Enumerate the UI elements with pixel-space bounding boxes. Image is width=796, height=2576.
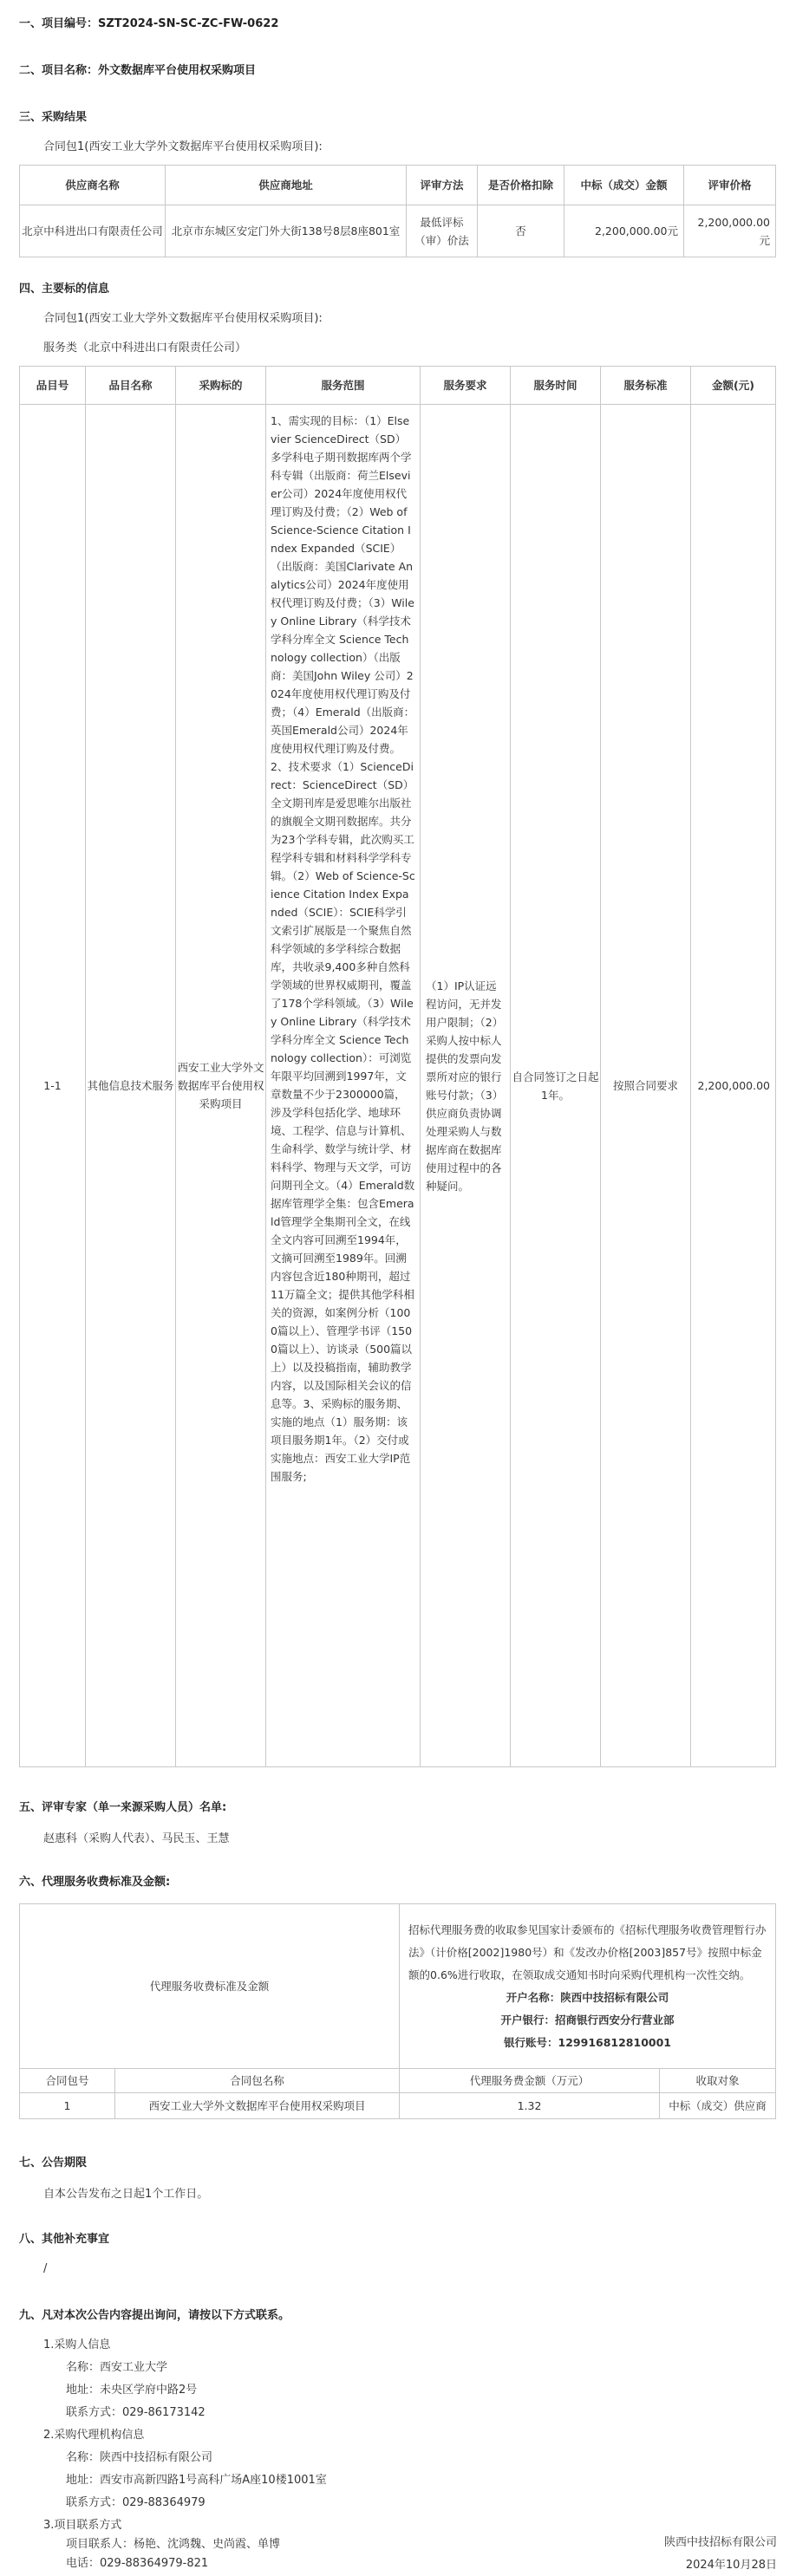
target-item-name: 其他信息技术服务 (86, 405, 176, 1767)
result-address: 北京市东城区安定门外大街138号8层8座801室 (166, 205, 407, 257)
table-row (20, 205, 776, 257)
result-amount: 2,200,000.00元 (564, 205, 684, 257)
fee-name: 西安工业大学外文数据库平台使用权采购项目 (115, 2093, 400, 2119)
target-scope: 1、需实现的目标：（1）Elsevier ScienceDirect（SD）多学科电子期刊数据库两个学科专辑（出版商：荷兰Elsevier公司）2024年度使用权代理订购及付费；（2）Web of Science-Science Citation Index Expanded（SCIE）（出版商：美国Clarivate Analytics公司）2024年度使用权代理订购及付费；（3）Wiley Online Library（科学技术学科分库全文 Science Technology collection）（出版商：美国John Wiley 公司）2024年度使用权代理订购及付费；（4）Emerald（出版商：英国Emerald公司）2024年度使用权代理订购及付费。2、技术要求（1）ScienceDirect：ScienceDirect（SD）全文期刊库是爱思唯尔出版社的旗舰全文期刊数据库。共分为23个学科专辑，此次购买工程学科专辑和材料科学学科专辑。（2）Web of Science-Science Citation Index Expanded（SCIE）：SCIE科学引文索引扩展版是一个聚焦自然科学领域的多学科综合数据库，共收录9,400多种自然科学领域的世界权威期刊，覆盖了178个学科领域。（3）Wiley Online Library（科学技术学科分库全文 Science Technology collection）：可浏览年限平均回溯到1997年，文章数量不少于2300000篇，涉及学科包括化学、地球环境、工程学、信息与计算机、生命科学、数学与统计学、材料科学、物理与天文学，可访问期刊全文。（4）Emerald数据库管理学全集：包含Emerald管理学全集期刊全文，在线全文内容可回溯至1994年，文摘可回溯至1989年。回溯内容包含近180种期刊，超过11万篇全文；提供其他学科相关的资源，如案例分析（1000篇以上）、管理学书评（1500篇以上）、访谈录（500篇以上）以及投稿指南，辅助教学内容，以及国际相关会议的信息等。3、采购标的服务期、实施的地点（1）服务期：该项目服务期1年。（2）交付或实施地点：西安工业大学IP范围服务; (266, 405, 421, 1767)
fee-col-amount: 代理服务费金额（万元） (400, 2069, 660, 2093)
project-contact-people: 项目联系人：杨艳、沈鸿魏、史尚霞、单博 (66, 2538, 281, 2551)
target-target: 西安工业大学外文数据库平台使用权采购项目 (176, 405, 266, 1767)
target-table-header (20, 367, 776, 405)
target-item-no: 1-1 (20, 405, 86, 1767)
section-procurement-result-title: 三、采购结果 (19, 111, 88, 124)
target-requirement: （1）IP认证远程访问，无并发用户限制；（2）采购人按中标人提供的发票向发票所对应的银行账号付款；（3）供应商负责协调处理采购人与数据库商在数据库使用过程中的各种疑问。 (421, 405, 511, 1767)
target-col-requirement: 服务要求 (421, 367, 511, 405)
purchaser-name: 名称：西安工业大学 (66, 2361, 168, 2374)
fee-no: 1 (20, 2093, 115, 2119)
agency-fee-table (19, 1903, 776, 2119)
section-notice-period-title: 七、公告期限 (19, 2156, 88, 2169)
project-number-value: SZT2024-SN-SC-ZC-FW-0622 (98, 17, 279, 30)
section-contact-title: 九、凡对本次公告内容提出询问，请按以下方式联系。 (19, 2309, 290, 2322)
agency-fee-header (20, 2069, 776, 2093)
result-col-amount: 中标（成交）金额 (564, 166, 684, 205)
fee-col-name: 合同包名称 (115, 2069, 400, 2093)
target-package-label: 合同包1(西安工业大学外文数据库平台使用权采购项目): (43, 312, 323, 325)
result-col-deduction: 是否价格扣除 (478, 166, 564, 205)
result-col-supplier: 供应商名称 (20, 166, 166, 205)
result-col-address: 供应商地址 (166, 166, 407, 205)
fee-col-no: 合同包号 (20, 2069, 115, 2093)
section-experts-title: 五、评审专家（单一来源采购人员）名单: (19, 1801, 227, 1814)
project-number (19, 14, 278, 30)
result-table (19, 165, 776, 257)
footer-org: 陕西中技招标有限公司 (663, 2536, 777, 2549)
target-col-standard: 服务标准 (601, 367, 691, 405)
target-col-item-name: 品目名称 (86, 367, 176, 405)
agency-fee-text: 招标代理服务费的收取参见国家计委颁布的《招标代理服务收费管理暂行办法》（计价格[2002]1980号）和《发改办价格[2003]857号》按照中标金额的0.6%进行收取，在领取成交通知书时向采购代理机构一次性交纳。 (408, 1922, 767, 1981)
result-package-label: 合同包1(西安工业大学外文数据库平台使用权采购项目): (43, 140, 323, 153)
fee-col-target: 收取对象 (660, 2069, 776, 2093)
result-supplier: 北京中科进出口有限责任公司 (20, 205, 166, 257)
agency-account-no: 银行账号：129916812810001 (504, 2035, 671, 2049)
result-col-review-price: 评审价格 (684, 166, 776, 205)
project-name-label: 二、项目名称： (19, 64, 99, 77)
result-review-price: 2,200,000.00元 (684, 205, 776, 257)
target-col-scope: 服务范围 (266, 367, 421, 405)
target-col-item-no: 品目号 (20, 367, 86, 405)
fee-amount: 1.32 (400, 2093, 660, 2119)
target-col-target: 采购标的 (176, 367, 266, 405)
footer-date: 2024年10月28日 (685, 2559, 777, 2572)
project-contact-phone: 电话：029-88364979-821 (66, 2557, 209, 2570)
project-number-label: 一、项目编号： (19, 17, 99, 30)
purchaser-phone: 联系方式：029-86173142 (66, 2406, 206, 2419)
agency-fee-info (400, 1904, 776, 2069)
notice-period-text: 自本公告发布之日起1个工作日。 (43, 2188, 209, 2201)
target-col-amount: 金额(元) (691, 367, 776, 405)
agency-phone: 联系方式：029-88364979 (66, 2496, 206, 2509)
target-service-type: 服务类（北京中科进出口有限责任公司） (43, 342, 247, 355)
table-row (20, 405, 776, 1767)
target-table (19, 366, 776, 1767)
table-row (20, 2093, 776, 2119)
purchaser-info-title: 1.采购人信息 (43, 2339, 111, 2352)
agency-info-title: 2.采购代理机构信息 (43, 2429, 145, 2442)
agency-fee-left-label: 代理服务收费标准及金额 (20, 1904, 400, 2069)
agency-name: 名称：陕西中技招标有限公司 (66, 2451, 213, 2464)
section-other-matters-title: 八、其他补充事宜 (19, 2233, 110, 2246)
target-time: 自合同签订之日起1年。 (511, 405, 601, 1767)
agency-bank: 开户银行：招商银行西安分行营业部 (500, 2013, 675, 2026)
project-contact-title: 3.项目联系方式 (43, 2519, 122, 2532)
fee-target: 中标（成交）供应商 (660, 2093, 776, 2119)
section-agency-fee-title: 六、代理服务收费标准及金额: (19, 1876, 171, 1889)
target-col-time: 服务时间 (511, 367, 601, 405)
target-amount: 2,200,000.00 (691, 405, 776, 1767)
agency-fee-standard-row (20, 1904, 776, 2069)
result-table-header (20, 166, 776, 205)
experts-names: 赵惠科（采购人代表）、马民玉、王慧 (43, 1832, 230, 1845)
result-col-method: 评审方法 (407, 166, 478, 205)
result-method: 最低评标（审）价法 (407, 205, 478, 257)
project-name-value: 外文数据库平台使用权采购项目 (98, 64, 257, 77)
section-main-target-title: 四、主要标的信息 (19, 283, 110, 296)
target-standard: 按照合同要求 (601, 405, 691, 1767)
purchaser-address: 地址：未央区学府中路2号 (66, 2384, 198, 2397)
agency-account-name: 开户名称：陕西中技招标有限公司 (506, 1990, 669, 2004)
project-name (19, 61, 256, 77)
agency-address: 地址：西安市高新四路1号高科广场A座10楼1001室 (66, 2474, 327, 2487)
result-deduction: 否 (478, 205, 564, 257)
other-matters-text: / (43, 2262, 48, 2275)
